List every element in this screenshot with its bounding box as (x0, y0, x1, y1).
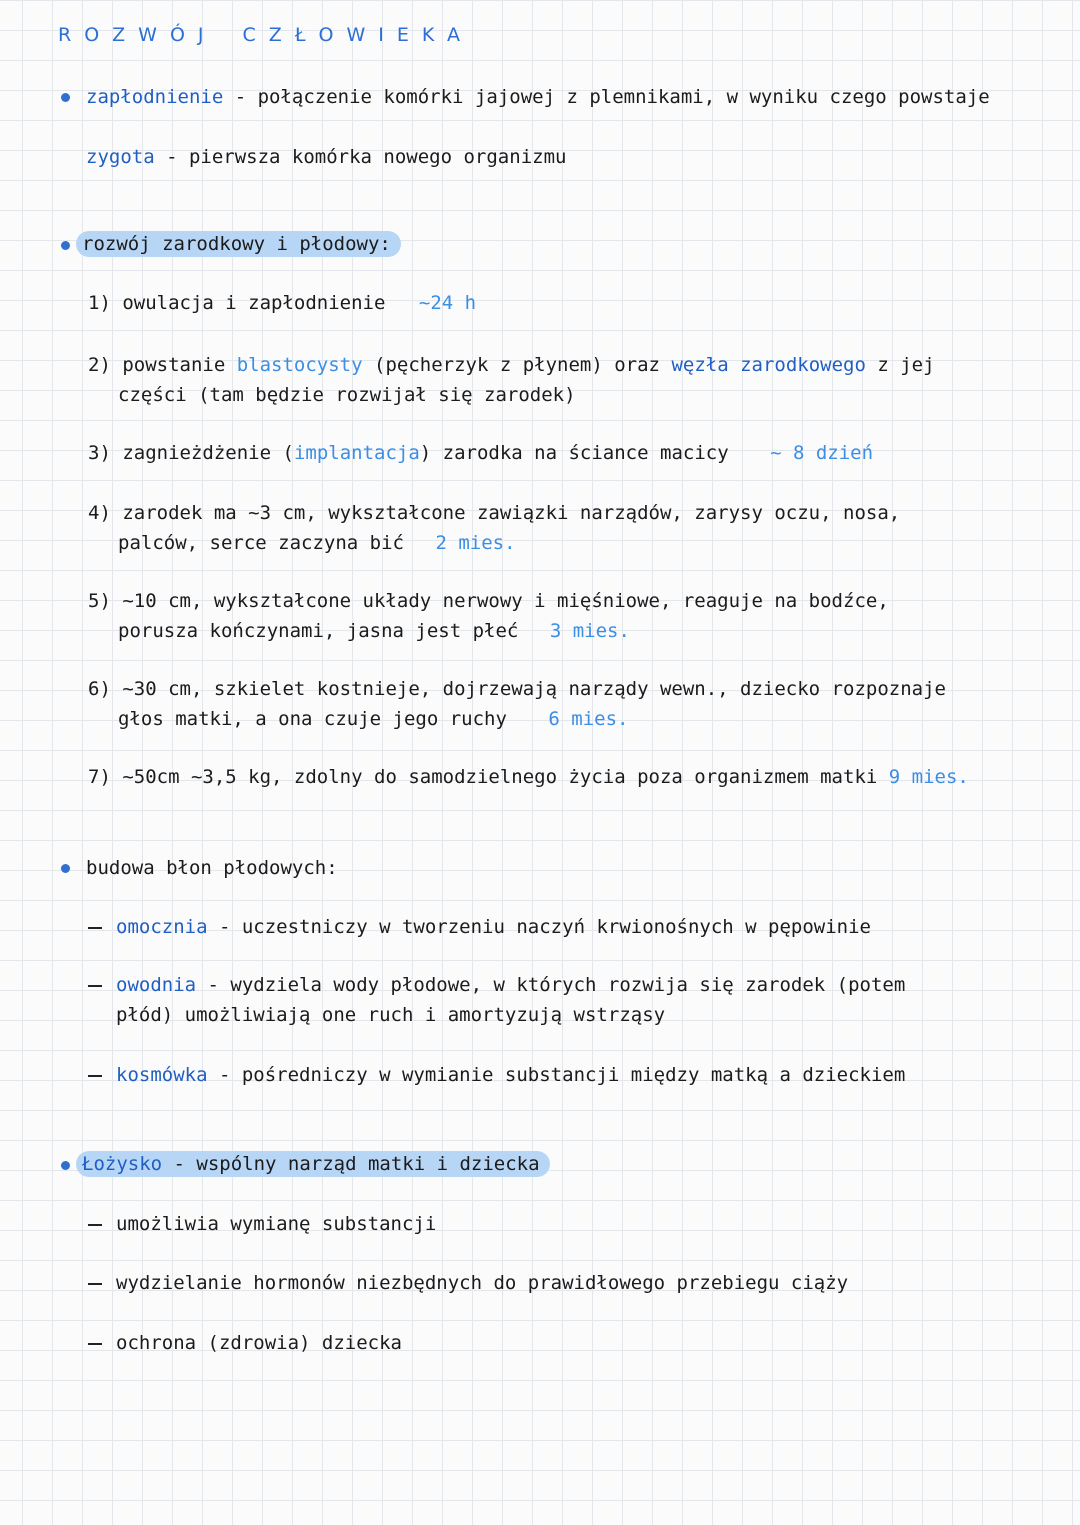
item-text: - wydziela wody płodowe, w których rozwija się zarodek (potem (196, 974, 906, 996)
term-implantacja: implantacja (293, 442, 420, 464)
zygota-line (86, 142, 566, 172)
stage-time: ~ 8 dzień (770, 442, 874, 464)
stage-4-line-2 (118, 528, 516, 558)
def-lozysko: - wspólny narząd matki i dziecka (162, 1153, 540, 1175)
stage-text: ~30 cm, szkielet kostnieje, dojrzewają narządy wewn., dziecko rozpoznaje (122, 678, 946, 700)
term-zygota: zygota (86, 146, 155, 168)
term-wezel-zarodkowy: węzła zarodkowego (671, 354, 866, 376)
rozwoj-heading (76, 229, 401, 259)
item-text: wydzielanie hormonów niezbędnych do prawidłowego przebiegu ciąży (116, 1272, 849, 1294)
dash-marker (88, 1283, 102, 1285)
lozysko-item-3 (88, 1328, 402, 1358)
item-text: ochrona (zdrowia) dziecka (116, 1332, 402, 1354)
stage-5-line-2 (118, 616, 630, 646)
dash-marker (88, 1224, 102, 1226)
stage-text: z jej (865, 354, 935, 376)
stage-time: 9 mies. (888, 766, 969, 788)
stage-text: (pęcherzyk z płynem) oraz (362, 354, 672, 376)
stage-2-line-2: części (tam będzie rozwijał się zarodek) (118, 384, 576, 406)
stage-text: porusza kończynami, jasna jest płeć (118, 620, 519, 642)
dash-marker (88, 1075, 102, 1077)
term-owodnia: owodnia (116, 974, 197, 996)
stage-text: głos matki, a ona czuje jego ruchy (118, 708, 507, 730)
stage-text: ) zarodka na ściance macicy (419, 442, 729, 464)
dash-marker (88, 985, 102, 987)
stage-5 (88, 586, 889, 616)
stage-3 (88, 438, 873, 468)
heading-highlight: rozwój zarodkowy i płodowy: (76, 231, 401, 257)
stage-time: 3 mies. (549, 620, 630, 642)
blony-item-omocznia (88, 912, 871, 942)
stage-time: ~24 h (418, 292, 477, 314)
stage-text: ~50cm ~3,5 kg, zdolny do samodzielnego życia poza organizmem matki (122, 766, 878, 788)
zaplodnienie-line (86, 82, 990, 112)
lozysko-heading (76, 1149, 550, 1179)
item-text: - pośredniczy w wymianie substancji między matką a dzieckiem (207, 1064, 906, 1086)
stage-number: 2) (88, 354, 111, 376)
dash-marker (88, 927, 102, 929)
stage-number: 6) (88, 678, 111, 700)
def-zaplodnienie: - połączenie komórki jajowej z plemnikami, w wyniku czego powstaje (223, 86, 990, 108)
stage-text: powstanie (122, 354, 237, 376)
page-title (58, 24, 473, 46)
blony-item-owodnia-line-2: płód) umożliwiają one ruch i amortyzują wstrząsy (116, 1004, 666, 1026)
stage-7 (88, 762, 969, 792)
heading-highlight (76, 1151, 550, 1177)
term-omocznia: omocznia (116, 916, 208, 938)
stage-number: 1) (88, 292, 111, 314)
title-word-2: CZŁOWIEKA (242, 24, 473, 46)
stage-number: 5) (88, 590, 111, 612)
term-lozysko: Łożysko (82, 1153, 163, 1175)
stage-6 (88, 674, 946, 704)
stage-time: 2 mies. (435, 532, 516, 554)
bullet-dot (61, 241, 70, 250)
stage-4 (88, 498, 900, 528)
stage-number: 3) (88, 442, 111, 464)
bullet-dot (61, 1161, 70, 1170)
stage-number: 7) (88, 766, 111, 788)
stage-text: ~10 cm, wykształcone układy nerwowy i mięśniowe, reaguje na bodźce, (122, 590, 889, 612)
item-text: umożliwia wymianę substancji (116, 1213, 437, 1235)
bullet-dot (61, 93, 70, 102)
blony-item-kosmowka (88, 1060, 905, 1090)
stage-1 (88, 288, 476, 318)
bullet-dot (61, 864, 70, 873)
item-text: - uczestniczy w tworzeniu naczyń krwionośnych w pępowinie (207, 916, 871, 938)
dash-marker (88, 1343, 102, 1345)
blony-item-owodnia (88, 970, 905, 1000)
lozysko-item-2 (88, 1268, 848, 1298)
stage-6-line-2 (118, 704, 628, 734)
term-zaplodnienie: zapłodnienie (86, 86, 224, 108)
stage-text: owulacja i zapłodnienie (122, 292, 386, 314)
stage-text: zarodek ma ~3 cm, wykształcone zawiązki narządów, zarysy oczu, nosa, (122, 502, 901, 524)
stage-text: zagnieżdżenie ( (122, 442, 294, 464)
stage-time: 6 mies. (548, 708, 629, 730)
blony-heading: budowa błon płodowych: (86, 857, 338, 879)
def-zygota: - pierwsza komórka nowego organizmu (154, 146, 567, 168)
title-word-1: ROZWÓJ (58, 24, 217, 46)
stage-number: 4) (88, 502, 111, 524)
term-blastocysta: blastocysty (236, 354, 363, 376)
term-kosmowka: kosmówka (116, 1064, 208, 1086)
lozysko-item-1 (88, 1209, 436, 1239)
stage-2 (88, 350, 935, 380)
stage-text: palców, serce zaczyna bić (118, 532, 404, 554)
